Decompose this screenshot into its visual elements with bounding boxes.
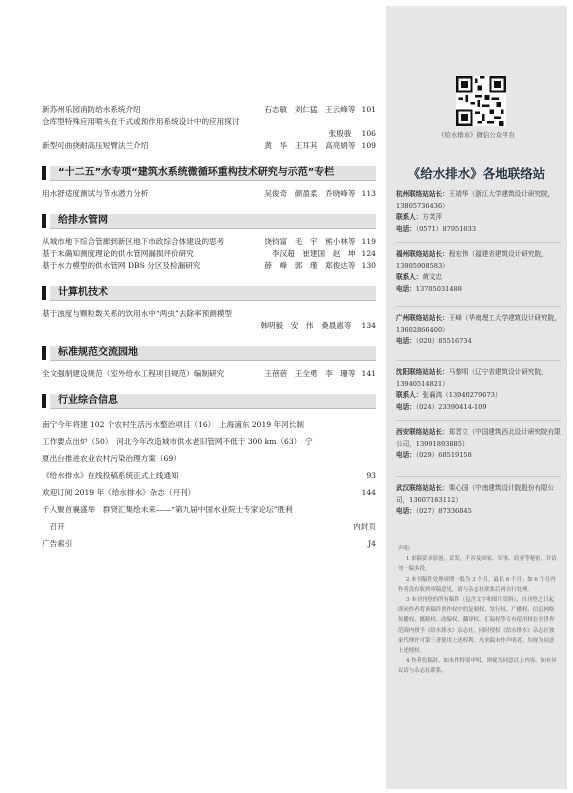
station-divider [396, 242, 561, 243]
news-page: 144 [361, 488, 376, 497]
station-head-label: 沈阳联络站站长： [396, 368, 449, 376]
notes [398, 544, 558, 677]
station-block [396, 249, 561, 295]
article-entry [42, 236, 376, 248]
station-contact [396, 390, 561, 402]
station-contact [396, 272, 561, 284]
station-phone-value: （0571）87951033 [415, 224, 477, 233]
station-phone-value: 13705031488 [415, 284, 462, 293]
news-page: 93 [366, 471, 376, 480]
station-phone [396, 450, 561, 462]
station-head [396, 249, 561, 272]
news-text: 欢迎订阅 2019 年《给水排水》杂志（月刊） [42, 488, 196, 497]
news-text: 广告索引 [42, 539, 73, 548]
section-bar [42, 346, 46, 360]
station-head-label: 广州联络站站长： [396, 314, 449, 322]
qr-caption: 《给水排水》微信公众平台 [438, 131, 515, 139]
station-head [396, 427, 561, 450]
news-text: 召开 [42, 522, 65, 531]
article-entry [42, 260, 376, 272]
article-authors: 黄 华 王耳其 高亮娟等 [264, 141, 356, 150]
article-title: 用水舒适度测试与节水潜力分析 [42, 189, 149, 198]
section-title: 计算机技术 [50, 286, 376, 301]
article-authors: 张殷骏 [328, 129, 352, 138]
news-line [42, 450, 376, 467]
station-phone [396, 336, 561, 348]
news-text: 南宁今年将建 102 个农村生活污水整治项目（16） 上海浦东 2019 年河长制 [42, 420, 304, 429]
station-contact-label: 联系人： [396, 273, 423, 281]
news-line [42, 501, 376, 518]
article-meta [42, 320, 376, 332]
article-authors: 饶钧富 毛 宇 熊小林等 [264, 237, 356, 246]
stations-title: 《给水排水》各地联络站 [407, 166, 546, 181]
article-page: 109 [361, 141, 376, 150]
news-text: 《给水排水》在线投稿系统正式上线通知 [42, 471, 179, 480]
station-contact [396, 212, 561, 224]
station-block [396, 483, 561, 518]
station-head [396, 189, 561, 212]
article-entry [42, 140, 376, 152]
note-paragraph: 1 来稿要求原创，首发，不涉及国家、军事、商业等秘密，并请勿一稿多投。 [398, 556, 557, 573]
section-heading [42, 286, 376, 300]
news-page: 内封页 [353, 522, 376, 531]
article-entry [42, 368, 376, 380]
article-authors: 吴俊奇 颜盈柔 乔晓峰等 [264, 189, 356, 198]
article-title: 基于未确知测度理论的供水管网漏损评价研究 [42, 249, 194, 258]
news-line [42, 467, 376, 484]
article-title: 基于水力模型的供水管网 DBS 分区及检漏研究 [42, 261, 201, 270]
article-entry [42, 308, 376, 332]
station-head [396, 367, 561, 390]
station-divider [396, 420, 561, 421]
article-page: 119 [361, 237, 376, 246]
article-title: 从城市地下综合管廊到新区地下市政综合体建设的思考 [42, 237, 225, 246]
station-divider [396, 360, 561, 361]
station-phone-label: 电话： [396, 337, 416, 345]
news-line [42, 416, 376, 433]
station-head-value: 马黎明（辽宁省建筑设计研究院，13940514821） [396, 368, 548, 388]
news-text: 千人聚首襄盛举 群贤汇集绘未来——“第九届中国水业院士专家论坛”胜利 [42, 505, 293, 514]
station-head [396, 313, 561, 336]
station-head-value: 王峰（华南理工大学建筑设计研究院，13602866400） [396, 314, 561, 334]
station-contact-value: 黄文忠 [422, 273, 443, 281]
article-title: 仓库型特殊应用喷头在干式或预作用系统设计中的应用探讨 [42, 117, 240, 126]
station-phone [396, 506, 561, 518]
station-head [396, 483, 561, 506]
station-head-value: 栗心国（中南建筑设计院股份有限公司，13607163112） [396, 484, 555, 504]
article-title: 新苏州乐园消防给水系统介绍 [42, 105, 141, 114]
news-line [42, 535, 376, 552]
article-title: 全文强制建设规范（室外给水工程项目规范）编制研究 [42, 369, 225, 378]
station-head-label: 福州联络站站长： [396, 250, 449, 258]
station-block [396, 313, 561, 348]
news-line [42, 484, 376, 501]
article-entry [42, 104, 376, 116]
station-phone-label: 电话： [396, 284, 416, 293]
section-title: 给排水管网 [50, 214, 376, 229]
station-block [396, 189, 561, 235]
article-page: 106 [361, 129, 376, 138]
section-title: 标准规范交流园地 [50, 346, 376, 361]
article-page: 113 [361, 189, 376, 198]
news-line [42, 433, 376, 450]
article-page: 141 [361, 369, 376, 378]
news-text: 夏出台推进农业农村污染治理方案（69） [42, 454, 181, 463]
station-phone [396, 402, 561, 414]
station-contact-value: 方芙萍 [422, 213, 443, 221]
station-phone-value: （029）68519158 [415, 451, 472, 459]
article-authors: 石志敏 刘仁猛 王云峰等 [264, 105, 356, 114]
station-phone [396, 224, 561, 236]
station-contact-label: 联系人： [396, 213, 423, 221]
station-contact-value: 张襄鸿（13940279673） [422, 391, 502, 399]
article-authors: 韩明毅 安 伟 桑晨惠等 [260, 321, 352, 330]
article-entry [42, 188, 376, 200]
section-heading [42, 214, 376, 228]
station-head-value: 郑晋立（中国建筑西北设计研究院有限公司，13991893885） [396, 428, 561, 448]
section-bar [42, 166, 46, 180]
news-text: 工作要点出炉（50） 河北今年改造城市供水老旧管网不低于 300 km（63） 宁 [42, 437, 313, 446]
section-title: “十二五”水专项“建筑水系统微循环重构技术研究与示范”专栏 [50, 166, 376, 181]
article-entry [42, 248, 376, 260]
station-phone-label: 电话： [396, 507, 416, 515]
station-phone-label: 电话： [396, 451, 416, 459]
article-page: 124 [361, 249, 376, 258]
note-paragraph: 4 作者投稿时，如未作特别申明，则视为同意以上内容。如有异议请与杂志社联系。 [398, 658, 557, 675]
industry-news [42, 416, 376, 552]
station-phone-label: 电话： [396, 402, 416, 411]
news-line [42, 518, 376, 535]
station-head-label: 武汉联络站站长： [396, 484, 449, 492]
station-phone-value: （024）23390414-109 [415, 402, 487, 411]
station-phone-label: 电话： [396, 224, 416, 233]
article-authors: 王蓓蓓 王全勇 李 珊等 [264, 369, 356, 378]
section-bar [42, 214, 46, 228]
article-entry [42, 116, 376, 140]
section-heading [42, 346, 376, 360]
article-meta [42, 128, 376, 140]
note-paragraph: 3 本刊刊登的所有稿件（包含文字和图片资料），自刊登之日起即同作者将该稿件著作权中的复制权、发行权、广播权、信息网络传播权、摄制权、改编权、翻译权、汇编权等专有使用权在全世界范围内授予《给水排水》杂志社。同时授权《给水排水》杂志社独家代理许可第三者使用上述权利。凡来稿未作声明者，均视为同意上述授权。 [398, 597, 555, 655]
article-authors: 薛 峰 郭 瑾 郑俊达等 [264, 261, 356, 270]
section-heading [42, 166, 376, 180]
article-page: 101 [361, 105, 376, 114]
article-page: 134 [361, 321, 376, 330]
station-head-label: 杭州联络站站长： [396, 190, 449, 198]
article-authors: 李汉超 崔建国 赵 坤 [271, 249, 356, 258]
section-bar [42, 394, 46, 408]
table-of-contents [42, 104, 376, 552]
station-head-value: 王靖华（浙江大学建筑设计研究院，13805736436） [396, 190, 555, 210]
station-block [396, 427, 561, 462]
station-block [396, 367, 561, 413]
station-phone-value: （027）87336845 [415, 507, 472, 515]
article-title: 新型可曲挠耐高压短臂法兰介绍 [42, 141, 149, 150]
station-divider [396, 306, 561, 307]
section-title: 行业综合信息 [50, 394, 376, 409]
note-paragraph: 2 本刊稿件处理周期一般为 3 个月，最长 6 个月；如 6 个月内作者没有收到审稿意见，请与杂志社联系后再自行处理。 [398, 576, 556, 593]
section-heading [42, 394, 376, 408]
article-page: 130 [361, 261, 376, 270]
notes-heading: 声明： [398, 546, 415, 552]
station-phone [396, 284, 561, 296]
station-head-value: 程宏伟（福建省建筑设计研究院，13905908583） [396, 250, 548, 270]
news-page: J4 [368, 539, 376, 548]
station-head-label: 西安联络站站长： [396, 428, 449, 436]
station-contact-label: 联系人： [396, 391, 423, 399]
section-bar [42, 286, 46, 300]
station-phone-value: （020）85516734 [415, 337, 472, 345]
station-divider [396, 476, 561, 477]
article-title: 基于浊度与颗粒数关系的饮用水中“两虫”去除率预测模型 [42, 309, 233, 318]
sidebar [386, 6, 567, 789]
qr-code-icon [456, 76, 506, 126]
